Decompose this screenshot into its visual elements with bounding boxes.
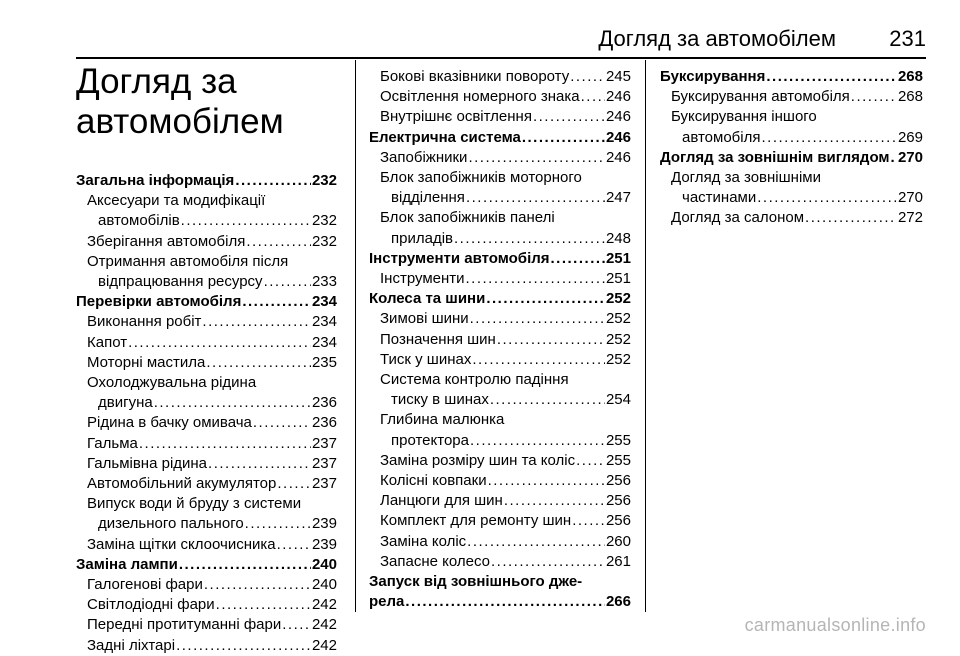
toc-entry-label: автомобіля [682,128,761,146]
toc-page-number: 246 [605,108,631,126]
toc-section [369,249,631,289]
toc-leader-dots [176,636,311,656]
toc-entry-first-line: Блок запобіжників моторного [380,169,582,187]
toc-entry-label: Виконання робіт [87,313,202,331]
toc-entry-first-line: Система контролю падіння [380,371,569,389]
toc-entry-first-line: Охолоджувальна рідина [87,374,257,392]
toc-page-number: 234 [311,333,337,351]
toc-entry-label: Гальма [87,434,138,452]
column-divider [355,60,356,612]
chapter-title: Догляд за автомобілем [76,62,284,141]
toc-page-number: 236 [311,414,337,432]
toc-page-number: 266 [605,593,631,611]
toc-entry-label: Запасне колесо [380,552,491,570]
toc-entry-label: Колеса та шини [369,290,486,308]
header-title: Догляд за автомобілем [598,26,836,51]
toc-page-number: 247 [605,189,631,207]
toc-entry-label: Комплект для ремонту шин [380,512,572,530]
toc-entry-label: Бокові вказівники повороту [380,68,570,85]
toc-entry-label: Інструменти [380,270,465,288]
toc-leader-dots [486,289,605,309]
toc-leader-dots [466,188,605,208]
toc-entry[interactable] [369,107,631,127]
toc-entry-first-line: Догляд за зовнішніми [671,169,821,187]
toc-entry-label: Заміна щітки склоочисника [87,535,276,553]
toc-entry[interactable] [369,309,631,329]
toc-entry-label: Передні протитуманні фари [87,616,282,634]
toc-entry-label: двигуна [98,394,153,412]
header-page-number: 231 [889,26,926,51]
toc-leader-dots [282,615,311,635]
toc-leader-dots [242,292,311,312]
toc-entry[interactable] [369,552,631,572]
toc-section [369,289,631,572]
toc-page-number: 237 [311,454,337,472]
toc-page-number: 268 [897,68,923,85]
toc-leader-dots [470,309,605,329]
toc-entry-first-line: Буксирування іншого [671,108,817,126]
toc-entry-label: Рідина в бачку омивача [87,414,252,432]
toc-entry-label: тиску в шинах [391,391,489,409]
toc-page-number: 269 [897,128,923,146]
toc-leader-dots [488,471,605,491]
toc-leader-dots [522,128,605,148]
toc-entry-label: Моторні мастила [87,353,206,371]
toc-entry[interactable] [369,511,631,531]
toc-page-number: 246 [605,128,631,146]
header-rule [76,57,926,59]
toc-entry[interactable] [369,87,631,107]
toc-page-number: 246 [605,148,631,166]
toc-entry-label: Догляд за салоном [671,209,805,227]
toc-page-number: 237 [311,434,337,452]
toc-entry-label: Автомобільний акумулятор [87,475,277,493]
toc-leader-dots [570,67,605,87]
toc-page-number: 240 [311,555,337,573]
toc-entry-label: Запобіжники [380,148,468,166]
toc-page-number: 234 [311,293,337,311]
toc-page-number: 232 [311,172,337,189]
toc-section-heading[interactable] [660,148,923,168]
toc-section [76,555,337,656]
toc-entry[interactable] [369,269,631,289]
toc-leader-dots [206,353,311,373]
toc-leader-dots [204,575,311,595]
toc-entry-label: Буксирування автомобіля [671,88,850,106]
toc-entry-label: Галогенові фари [87,576,203,594]
toc-entry-label: Зимові шини [380,310,469,328]
toc-entry[interactable] [76,454,337,474]
toc-entry[interactable] [369,229,631,249]
toc-leader-dots [264,272,311,292]
toc-entry[interactable] [76,615,337,635]
toc-entry-first-line: Запуск від зовнішнього дже- [369,573,583,591]
toc-section [369,128,631,249]
toc-section-heading[interactable] [369,592,631,612]
toc-entry[interactable] [660,87,923,107]
toc-entry-label: Загальна інформація [76,172,235,189]
toc-entry-label: Світлодіодні фари [87,596,215,614]
toc-leader-dots [805,208,897,228]
toc-leader-dots [766,67,897,87]
toc-entry-first-line: Отримання автомобіля після [87,252,289,270]
toc-leader-dots [533,107,605,127]
toc-page-number: 248 [605,229,631,247]
toc-entry[interactable] [660,128,923,148]
toc-page-number: 233 [311,273,337,291]
toc-leader-dots [576,451,605,471]
toc-leader-dots [128,333,311,353]
toc-leader-dots [490,390,605,410]
toc-entry[interactable] [660,208,923,228]
toc-entry-first-line: Глибина малюнка [380,411,505,429]
toc-entry[interactable] [76,211,337,231]
toc-page-number: 246 [605,88,631,106]
toc-column-3 [660,67,923,229]
toc-leader-dots [179,555,311,575]
toc-leader-dots [466,269,605,289]
toc-page-number: 270 [897,189,923,207]
toc-entry[interactable] [76,393,337,413]
toc-page-number: 252 [605,290,631,308]
toc-entry-label: Заміна лампи [76,555,178,573]
toc-leader-dots [891,148,897,168]
toc-entry[interactable] [76,272,337,292]
toc-leader-dots [253,413,311,433]
toc-page-number: 260 [605,532,631,550]
toc-page-number: 252 [605,350,631,368]
toc-entry[interactable] [76,333,337,353]
toc-entry[interactable] [76,595,337,615]
toc-page-number: 268 [897,88,923,106]
toc-section-heading[interactable] [76,555,337,575]
toc-leader-dots [497,330,605,350]
toc-entry-label: приладів [391,229,453,247]
toc-page-number: 234 [311,313,337,331]
toc-leader-dots [277,535,311,555]
toc-leader-dots [245,514,311,534]
toc-leader-dots [491,552,605,572]
toc-page-number: 251 [605,270,631,288]
toc-entry-first-line: Випуск води й бруду з системи [87,495,302,513]
toc-entry[interactable] [369,188,631,208]
toc-page-number: 254 [605,391,631,409]
toc-entry-label: Гальмівна рідина [87,454,208,472]
toc-leader-dots [216,595,311,615]
toc-entry-label: відпрацювання ресурсу [98,273,263,291]
toc-leader-dots [851,87,897,107]
toc-leader-dots [468,148,605,168]
toc-column-2 [369,67,631,612]
toc-leader-dots [277,474,311,494]
toc-entry-label: Догляд за зовнішнім виглядом [660,148,890,166]
toc-entry-label: Тиск у шинах [380,350,472,368]
toc-entry[interactable] [369,390,631,410]
toc-entry[interactable] [369,431,631,451]
toc-entry[interactable] [369,330,631,350]
toc-entry[interactable] [76,514,337,534]
toc-section [660,67,923,148]
toc-entry-label: Інструменти автомобіля [369,249,550,267]
toc-entry[interactable] [369,451,631,471]
toc-page-number: 255 [605,451,631,469]
toc-page-number: 252 [605,310,631,328]
toc-section-heading[interactable] [660,67,923,87]
toc-leader-dots [581,87,605,107]
toc-section-heading[interactable] [369,249,631,269]
toc-entry[interactable] [369,148,631,168]
toc-entry-label: частинами [682,189,757,207]
toc-entry[interactable] [76,434,337,454]
toc-page-number: 242 [311,616,337,634]
toc-entry-label: Колісні ковпаки [380,472,487,490]
toc-entry[interactable] [76,575,337,595]
toc-page-number: 237 [311,475,337,493]
toc-page-number: 256 [605,492,631,510]
toc-entry[interactable] [369,350,631,370]
toc-page-number: 272 [897,209,923,227]
toc-entry[interactable] [369,67,631,87]
toc-entry-label: Перевірки автомобіля [76,293,242,311]
toc-entry-label: протектора [391,431,469,449]
toc-entry[interactable] [660,188,923,208]
toc-page-number: 232 [311,232,337,250]
toc-leader-dots [504,491,605,511]
toc-page-number: 256 [605,512,631,530]
toc-section-heading[interactable] [369,128,631,148]
toc-leader-dots [551,249,605,269]
toc-section-heading[interactable] [76,292,337,312]
toc-leader-dots [235,171,311,191]
toc-entry-label: Внутрішнє освітлення [380,108,532,126]
toc-page-number: 252 [605,330,631,348]
toc-page-number: 245 [605,68,631,85]
toc-entry-label: Капот [87,333,128,351]
toc-entry[interactable] [76,413,337,433]
toc-page-number: 239 [311,515,337,533]
toc-section [76,171,337,292]
toc-entry-label: Зберігання автомобіля [87,232,246,250]
column-divider [645,60,646,612]
toc-entry-label: Ланцюги для шин [380,492,503,510]
toc-page-number: 255 [605,431,631,449]
page-header [76,22,926,56]
toc-leader-dots [246,232,311,252]
toc-page-number: 239 [311,535,337,553]
toc-section [76,292,337,555]
toc-page-number: 235 [311,353,337,371]
toc-section [660,148,923,229]
toc-leader-dots [181,211,311,231]
toc-entry-label: Заміна розміру шин та коліс [380,451,576,469]
toc-entry[interactable] [369,491,631,511]
toc-page-number: 242 [311,636,337,654]
toc-entry-label: рела [369,593,405,611]
toc-entry[interactable] [76,636,337,656]
toc-leader-dots [208,454,311,474]
toc-page-number: 236 [311,394,337,412]
toc-entry[interactable] [76,353,337,373]
toc-entry[interactable] [76,312,337,332]
toc-section-heading[interactable] [369,289,631,309]
toc-entry[interactable] [369,532,631,552]
toc-leader-dots [202,312,311,332]
toc-leader-dots [572,511,605,531]
toc-entry-label: Задні ліхтарі [87,636,176,654]
toc-entry-label: відділення [391,189,465,207]
watermark: carmanualsonline.info [744,615,926,635]
toc-page-number: 242 [311,596,337,614]
toc-entry-label: автомобілів [98,212,180,230]
toc-entry[interactable] [369,471,631,491]
toc-leader-dots [154,393,311,413]
toc-entry[interactable] [76,474,337,494]
toc-page-number: 232 [311,212,337,230]
toc-entry-first-line: Блок запобіжників панелі [380,209,555,227]
toc-entry-label: Заміна коліс [380,532,467,550]
toc-leader-dots [761,128,896,148]
toc-page-number: 251 [605,249,631,267]
toc-entry-label: Позначення шин [380,330,496,348]
toc-page-number: 240 [311,576,337,594]
toc-entry-label: дизельного пального [98,515,244,533]
toc-column-1 [76,171,337,656]
toc-section-heading[interactable] [76,171,337,191]
toc-leader-dots [454,229,605,249]
toc-leader-dots [467,532,605,552]
toc-page-number: 270 [897,148,923,166]
toc-page-number: 256 [605,472,631,490]
toc-leader-dots [405,592,605,612]
toc-entry[interactable] [76,232,337,252]
toc-entry-first-line: Аксесуари та модифікації [87,192,266,210]
toc-entry-label: Електрична система [369,128,521,146]
toc-entry-label: Буксирування [660,68,766,85]
toc-page-number: 261 [605,552,631,570]
toc-leader-dots [470,431,605,451]
toc-leader-dots [472,350,605,370]
toc-leader-dots [757,188,897,208]
toc-leader-dots [139,434,311,454]
toc-entry[interactable] [76,535,337,555]
toc-entry-label: Освітлення номерного знака [380,88,580,106]
